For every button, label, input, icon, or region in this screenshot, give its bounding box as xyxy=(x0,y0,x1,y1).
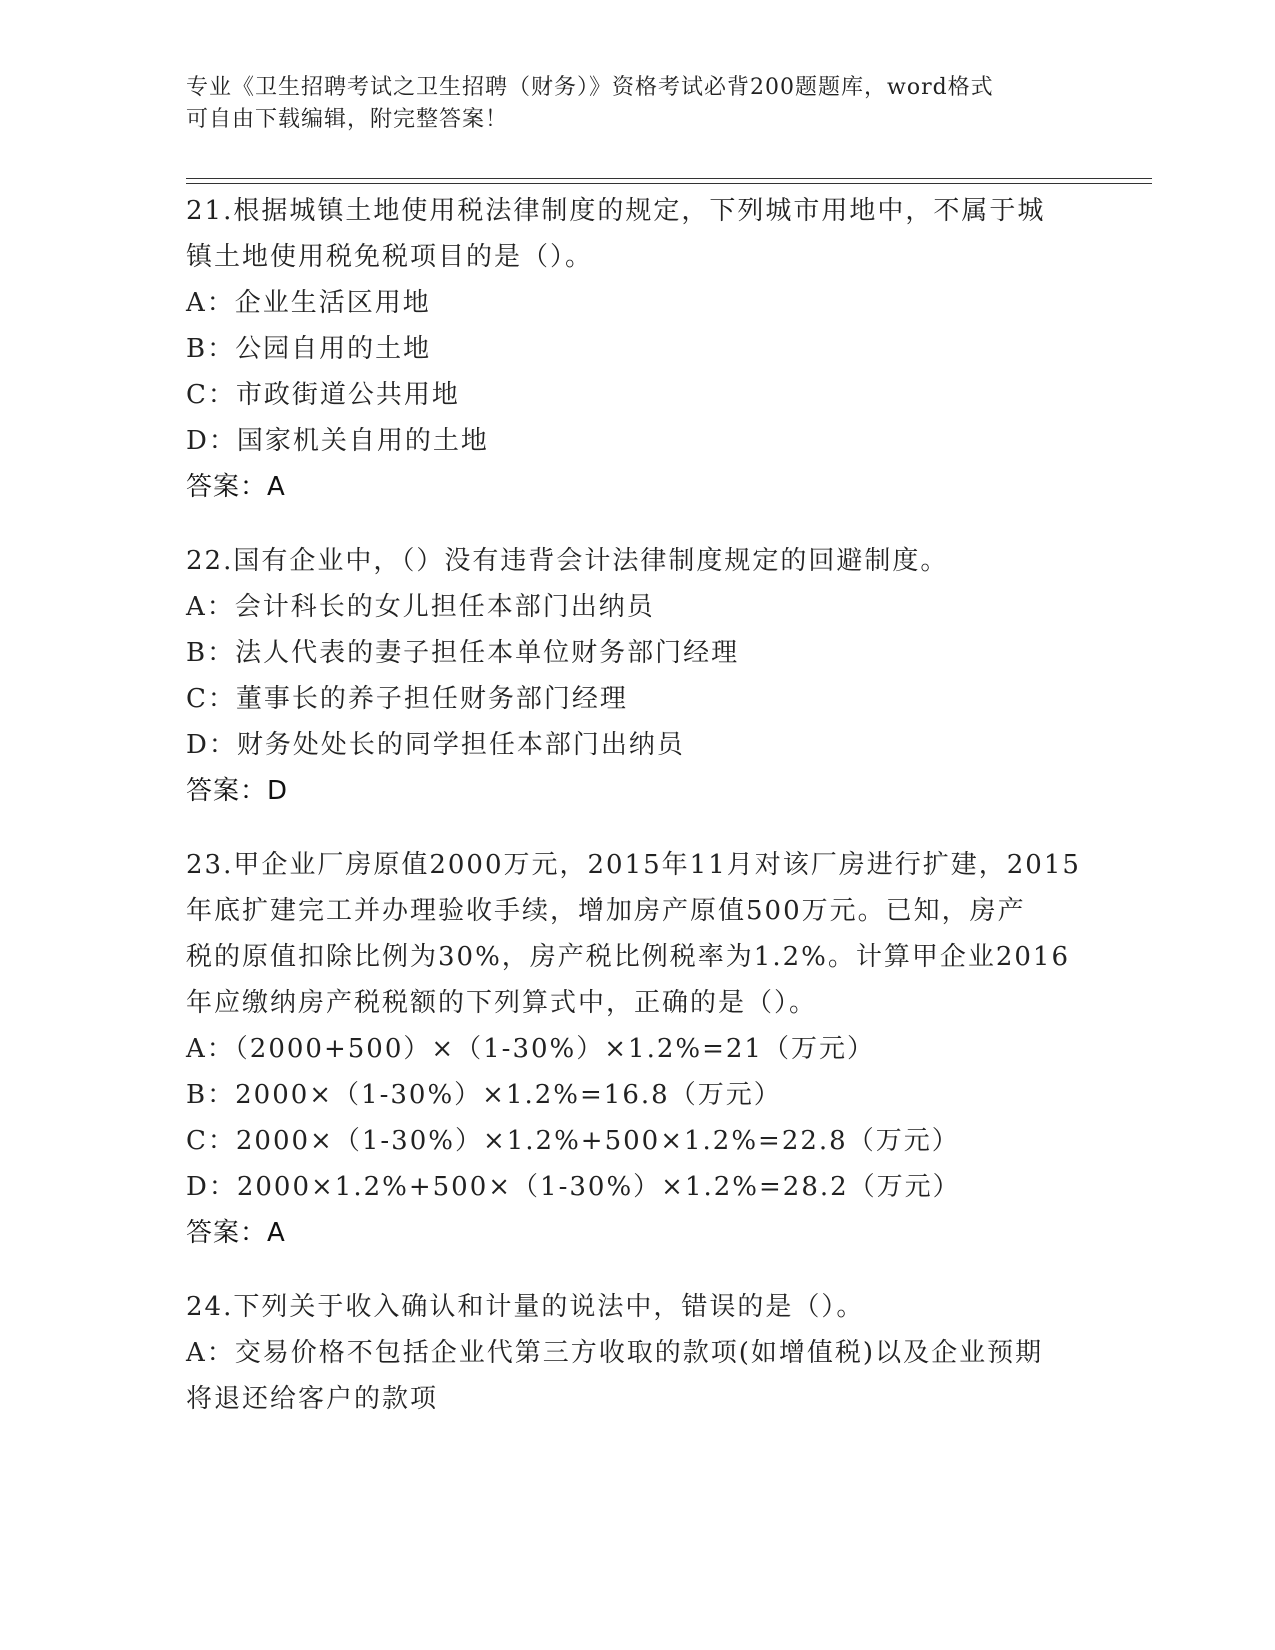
option-a: A：企业生活区用地 xyxy=(186,288,431,318)
option-a: A：（2000+500）×（1-30%）×1.2%=21（万元） xyxy=(186,1034,875,1064)
option-d: D：国家机关自用的土地 xyxy=(186,426,489,456)
question-stem xyxy=(186,538,1086,584)
option-b: B：法人代表的妻子担任本单位财务部门经理 xyxy=(186,638,740,668)
question-stem xyxy=(186,842,1086,1026)
question-stem xyxy=(186,1284,1086,1330)
question-list xyxy=(186,188,1086,1450)
question-24 xyxy=(186,1284,1086,1422)
stem-line: 镇土地使用税免税项目的是（）。 xyxy=(186,242,594,272)
option-b: B：2000×（1-30%）×1.2%=16.8（万元） xyxy=(186,1080,782,1110)
document-header xyxy=(186,72,1066,136)
header-divider-top xyxy=(186,178,1152,179)
option-b: B：公园自用的土地 xyxy=(186,334,432,364)
stem-line: 税的原值扣除比例为30%，房产税比例税率为1.2%。计算甲企业2016 xyxy=(186,942,1071,972)
option-d: D：财务处处长的同学担任本部门出纳员 xyxy=(186,730,685,760)
header-divider-bottom xyxy=(186,183,1152,184)
question-22 xyxy=(186,538,1086,814)
answer-line: 答案：A xyxy=(186,1218,286,1248)
question-21 xyxy=(186,188,1086,510)
stem-line: 23.甲企业厂房原值2000万元，2015年11月对该厂房进行扩建，2015 xyxy=(186,850,1081,880)
stem-line: 年应缴纳房产税税额的下列算式中，正确的是（）。 xyxy=(186,988,818,1018)
stem-line: 年底扩建完工并办理验收手续，增加房产原值500万元。已知，房产 xyxy=(186,896,1026,926)
answer-line: 答案：D xyxy=(186,776,289,806)
option-c: C：市政街道公共用地 xyxy=(186,380,460,410)
option-c: C：2000×（1-30%）×1.2%+500×1.2%=22.8（万元） xyxy=(186,1126,960,1156)
option-a: A：交易价格不包括企业代第三方收取的款项(如增值税)以及企业预期 xyxy=(186,1338,1044,1368)
option-c: C：董事长的养子担任财务部门经理 xyxy=(186,684,628,714)
stem-line: 24.下列关于收入确认和计量的说法中，错误的是（）。 xyxy=(186,1292,865,1322)
option-d: D：2000×1.2%+500×（1-30%）×1.2%=28.2（万元） xyxy=(186,1172,961,1202)
question-23 xyxy=(186,842,1086,1256)
option-a: A：会计科长的女儿担任本部门出纳员 xyxy=(186,592,655,622)
stem-line: 22.国有企业中，（）没有违背会计法律制度规定的回避制度。 xyxy=(186,546,949,576)
header-line-2: 可自由下载编辑，附完整答案！ xyxy=(186,107,509,132)
header-line-1: 专业《卫生招聘考试之卫生招聘（财务）》资格考试必背200题题库，word格式 xyxy=(186,75,994,100)
question-stem xyxy=(186,188,1086,280)
stem-line: 21.根据城镇土地使用税法律制度的规定，下列城市用地中，不属于城 xyxy=(186,196,1046,226)
option-a-continued: 将退还给客户的款项 xyxy=(186,1384,439,1414)
answer-line: 答案：A xyxy=(186,472,286,502)
